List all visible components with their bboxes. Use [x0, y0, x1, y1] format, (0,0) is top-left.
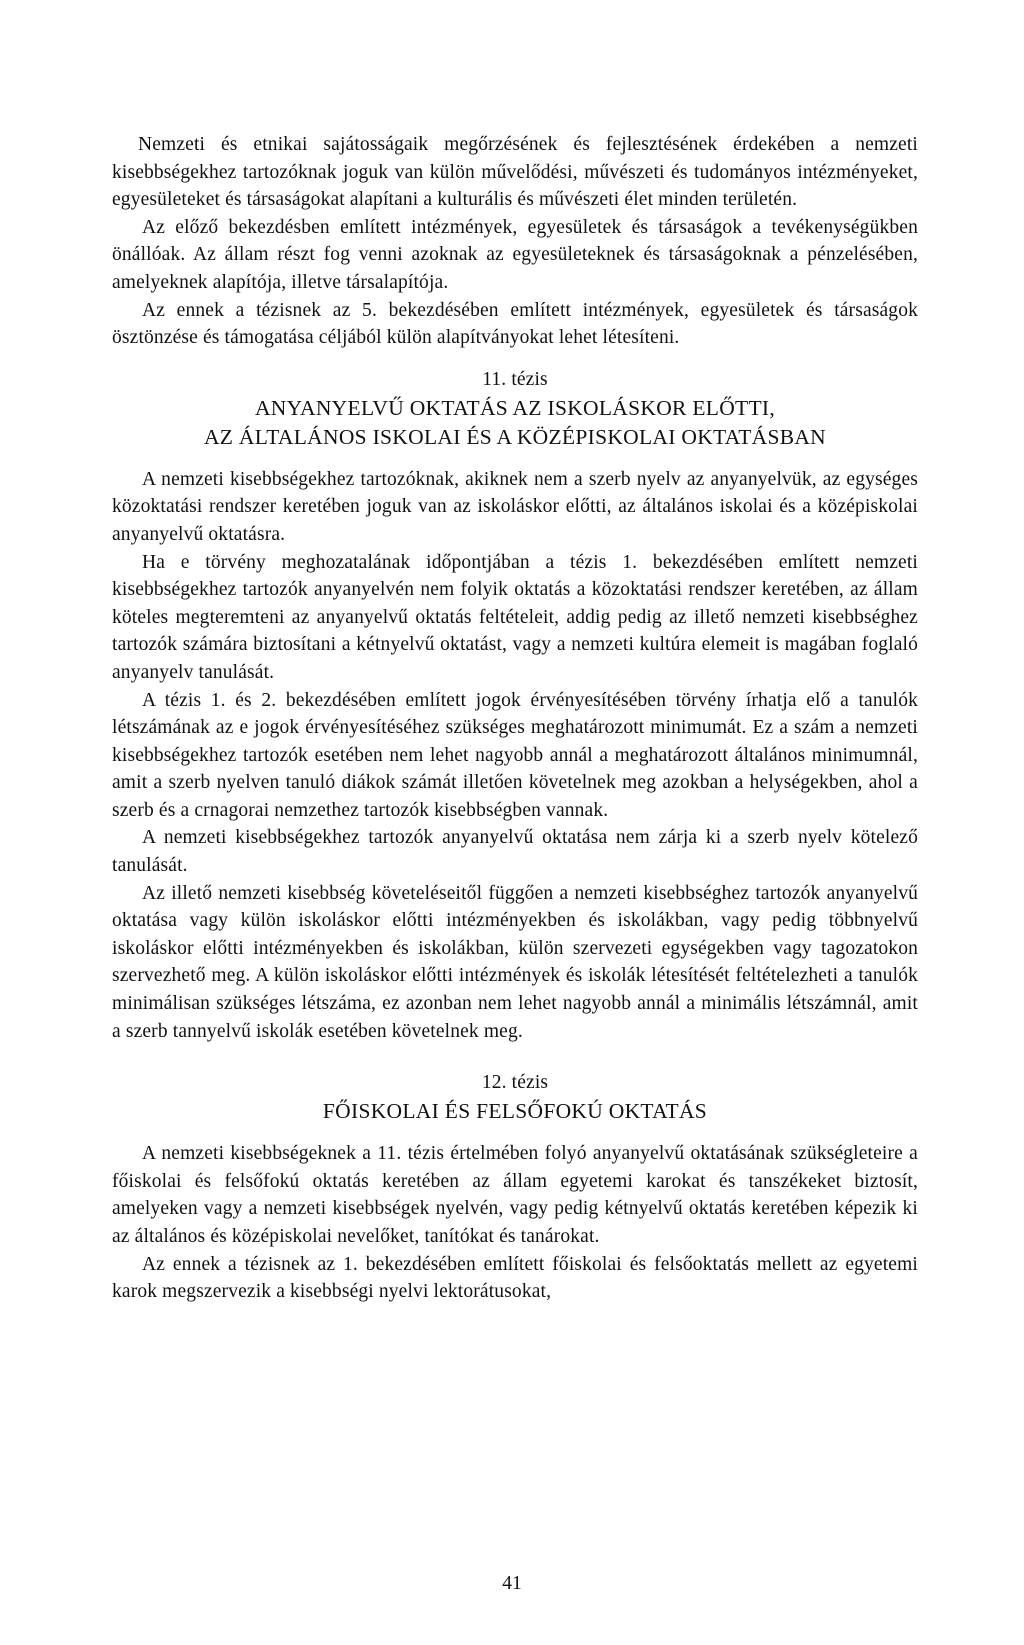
paragraph: Ha e törvény meghozatalának időpontjában a tézis 1. bekezdésében említett nemzeti kisebbségekhez tartozók anyanyelvén nem folyik oktatás a közoktatási rendszer keretében, az állam köteles megteremteni az anyanyelvű oktatás feltételeit, addig pedig az illető nemzeti kisebbséghez tartozók számára biztosítani a kétnyelvű oktatást, vagy a nemzeti kultúra elemeit is magában foglaló anyanyelv tanulását. [112, 551, 918, 683]
section-title: FŐISKOLAI ÉS FELSŐFOKÚ OKTATÁS [322, 1099, 708, 1124]
paragraph: A tézis 1. és 2. bekezdésében említett jogok érvényesítésében törvény írhatja elő a tanulók létszámának az e jogok érvényesítéséhez szükséges meghatározott minimumát. Ez a szám a nemzeti kisebbségekhez tartozók esetében nem lehet nagyobb annál a meghatározott általános minimumnál, amit a szerb nyelven tanuló diákok számát illetően követelnek meg azokban a helységekben, ahol a szerb és a crnagorai nemzethez tartozók kisebbségben vannak. [112, 689, 918, 821]
paragraph: A nemzeti kisebbségekhez tartozók anyanyelvű oktatása nem zárja ki a szerb nyelv kötelező tanulását. [112, 827, 918, 877]
page-body [112, 131, 918, 1306]
section-number: 11. tézis [482, 368, 548, 390]
paragraph: A nemzeti kisebbségekhez tartozóknak, akiknek nem a szerb nyelv az anyanyelvük, az egységes közoktatási rendszer keretében joguk van az iskoláskor előtti, az általános iskolai és a középiskolai anyanyelvű oktatásra. [112, 468, 918, 545]
paragraph: Az illető nemzeti kisebbség követeléseitől függően a nemzeti kisebbséghez tartozók anyanyelvű oktatása vagy külön iskoláskor előtti intézményekben és iskolákban, vagy pedig többnyelvű iskoláskor előtti intézményekben és iskolákban, külön szervezeti egységekben vagy tagozatokon szervezhető meg. A külön iskoláskor előtti intézmények és iskolák létesítését feltételezheti a tanulók minimálisan szükséges létszáma, ez azonban nem lehet nagyobb annál a minimális létszámnál, amit a szerb tannyelvű iskolák esetében követelnek meg. [112, 882, 918, 1042]
section-heading-12 [112, 1069, 918, 1126]
paragraph: Nemzeti és etnikai sajátosságaik megőrzésének és fejlesztésének érdekében a nemzeti kisebbségekhez tartozóknak joguk van külön művelődési, művészeti és tudományos intézményeket, egyesületeket és társaságokat alapítani a kulturális és művészeti élet minden területén. [112, 134, 918, 211]
paragraph: Az előző bekezdésben említett intézmények, egyesületek és társaságok a tevékenységükben önállóak. Az állam részt fog venni azoknak az egyesületeknek és társaságoknak a pénzelésében, amelyeknek alapítója, illetve társalapítója. [112, 216, 918, 293]
section-heading-11 [112, 366, 918, 452]
section-title-line: AZ ÁLTALÁNOS ISKOLAI ÉS A KÖZÉPISKOLAI OKTATÁSBAN [203, 424, 827, 449]
paragraph: Az ennek a tézisnek az 1. bekezdésében említett főiskolai és felsőoktatás mellett az egyetemi karok megszervezik a kisebbségi nyelvi lektorátusokat, [112, 1253, 918, 1303]
paragraph: A nemzeti kisebbségeknek a 11. tézis értelmében folyó anyanyelvű oktatásának szükségleteire a főiskolai és felsőfokú oktatás keretében az állam egyetemi karokat és tanszékeket biztosít, amelyeken vagy a nemzeti kisebbségek nyelvén, vagy pedig kétnyelvű oktatás keretében képezik ki az általános és középiskolai nevelőket, tanítókat és tanárokat. [112, 1143, 918, 1247]
paragraph: Az ennek a tézisnek az 5. bekezdésében említett intézmények, egyesületek és társaságok ösztönzése és támogatása céljából külön alapítványokat lehet létesíteni. [112, 299, 918, 349]
section-title-line: ANYANYELVŰ OKTATÁS AZ ISKOLÁSKOR ELŐTTI, [254, 395, 776, 420]
section-number: 12. tézis [481, 1072, 549, 1094]
page-number: 41 [502, 1573, 522, 1594]
